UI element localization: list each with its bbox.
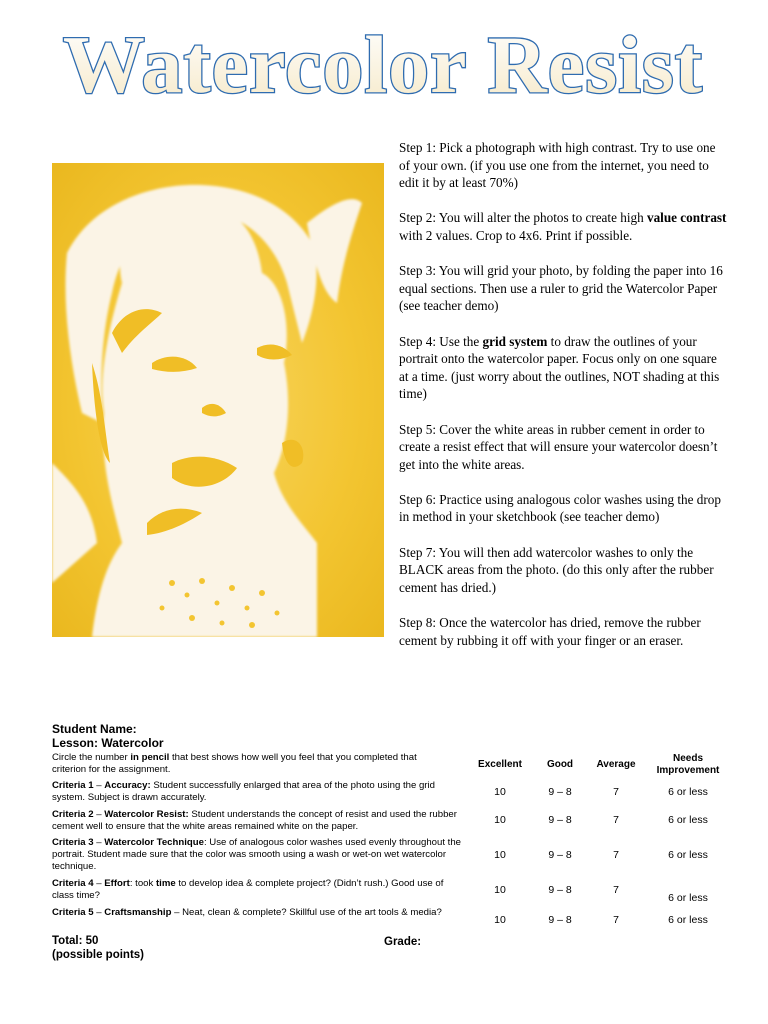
step-1: Step 1: Pick a photograph with high contrast. Try to use one of your own. (if you use one from the internet, you need to edit it by at least 70%) — [399, 140, 716, 191]
score-needs-improvement[interactable]: 6 or less — [668, 892, 708, 904]
step-7: Step 7: You will then add watercolor washes to only the BLACK areas from the photo. (do this only after the rubber cement has dried.) — [399, 544, 714, 595]
column-excellent: Excellent — [478, 759, 522, 770]
score-good[interactable]: 9 – 8 — [548, 786, 572, 798]
score-excellent[interactable]: 10 — [494, 884, 506, 896]
score-excellent[interactable]: 10 — [494, 814, 506, 826]
criteria-4: Criteria 4 – Effort: took time to develop idea & complete project? (Didn’t rush.) Good use of class time? — [52, 878, 444, 901]
total-label: Total: 50 — [52, 935, 99, 947]
score-good[interactable]: 9 – 8 — [548, 914, 572, 926]
rubric-instructions: Circle the number in pencil that best shows how well you feel that you completed that criterion for the assignment. — [52, 752, 417, 775]
score-needs-improvement[interactable]: 6 or less — [668, 786, 708, 798]
score-needs-improvement[interactable]: 6 or less — [668, 814, 708, 826]
column-average: Average — [596, 759, 636, 770]
criteria-5: Criteria 5 – Craftsmanship – Neat, clean & complete? Skillful use of the art tools & media? — [52, 907, 442, 918]
step-2: Step 2: You will alter the photos to create high value contrast with 2 values. Crop to 4x6. Print if possible. — [399, 210, 727, 243]
score-good[interactable]: 9 – 8 — [548, 884, 572, 896]
score-needs-improvement[interactable]: 6 or less — [668, 914, 708, 926]
score-good[interactable]: 9 – 8 — [548, 849, 572, 861]
score-excellent[interactable]: 10 — [494, 786, 506, 798]
score-good[interactable]: 9 – 8 — [548, 814, 572, 826]
grade-label: Grade: — [384, 936, 422, 948]
possible-points-label: (possible points) — [52, 949, 144, 961]
score-excellent[interactable]: 10 — [494, 849, 506, 861]
page-title — [0, 14, 768, 114]
step-8: Step 8: Once the watercolor has dried, remove the rubber cement by rubbing it off with your finger or an eraser. — [399, 615, 701, 648]
student-name-label: Student Name: — [52, 722, 137, 736]
score-average[interactable]: 7 — [613, 884, 619, 896]
column-needs-improvement: Needs Improvement — [656, 753, 720, 776]
step-5: Step 5: Cover the white areas in rubber cement in order to create a resist effect that will ensure your watercolor doesn’t get into the white areas. — [399, 421, 718, 472]
step-4: Step 4: Use the grid system to draw the outlines of your portrait onto the watercolor paper. Focus only on one square at a time. (just worry about the outlines, NOT shading at this time) — [399, 333, 720, 402]
lesson-label: Lesson: Watercolor — [52, 736, 164, 750]
score-average[interactable]: 7 — [613, 786, 619, 798]
column-good: Good — [546, 759, 574, 770]
step-6: Step 6: Practice using analogous color washes using the drop in method in your sketchbook (see teacher demo) — [399, 491, 721, 525]
score-average[interactable]: 7 — [613, 914, 619, 926]
step-3: Step 3: You will grid your photo, by folding the paper into 16 equal sections. Then use a ruler to grid the Watercolor Paper (see teacher demo) — [399, 263, 723, 314]
score-average[interactable]: 7 — [613, 849, 619, 861]
page-title-text: Watercolor Resist — [62, 19, 704, 110]
score-needs-improvement[interactable]: 6 or less — [668, 849, 708, 861]
instruction-steps — [399, 139, 729, 667]
score-average[interactable]: 7 — [613, 814, 619, 826]
criteria-3: Criteria 3 – Watercolor Technique: Use of analogous color washes used evenly throughout the portrait. Student made sure that the color was smooth using a wash or wet-on wet watercolor technique. — [52, 837, 462, 872]
total-points — [52, 934, 144, 962]
criteria-1: Criteria 1 – Accuracy: Student successfully enlarged that area of the photo using the grid system. Subject is drawn accurately. — [52, 780, 435, 803]
score-excellent[interactable]: 10 — [494, 914, 506, 926]
watercolor-portrait-image — [52, 163, 384, 637]
criteria-2: Criteria 2 – Watercolor Resist: Student understands the concept of resist and used the rubber cement well to ensure that the white areas remained white on the paper. — [52, 809, 457, 832]
